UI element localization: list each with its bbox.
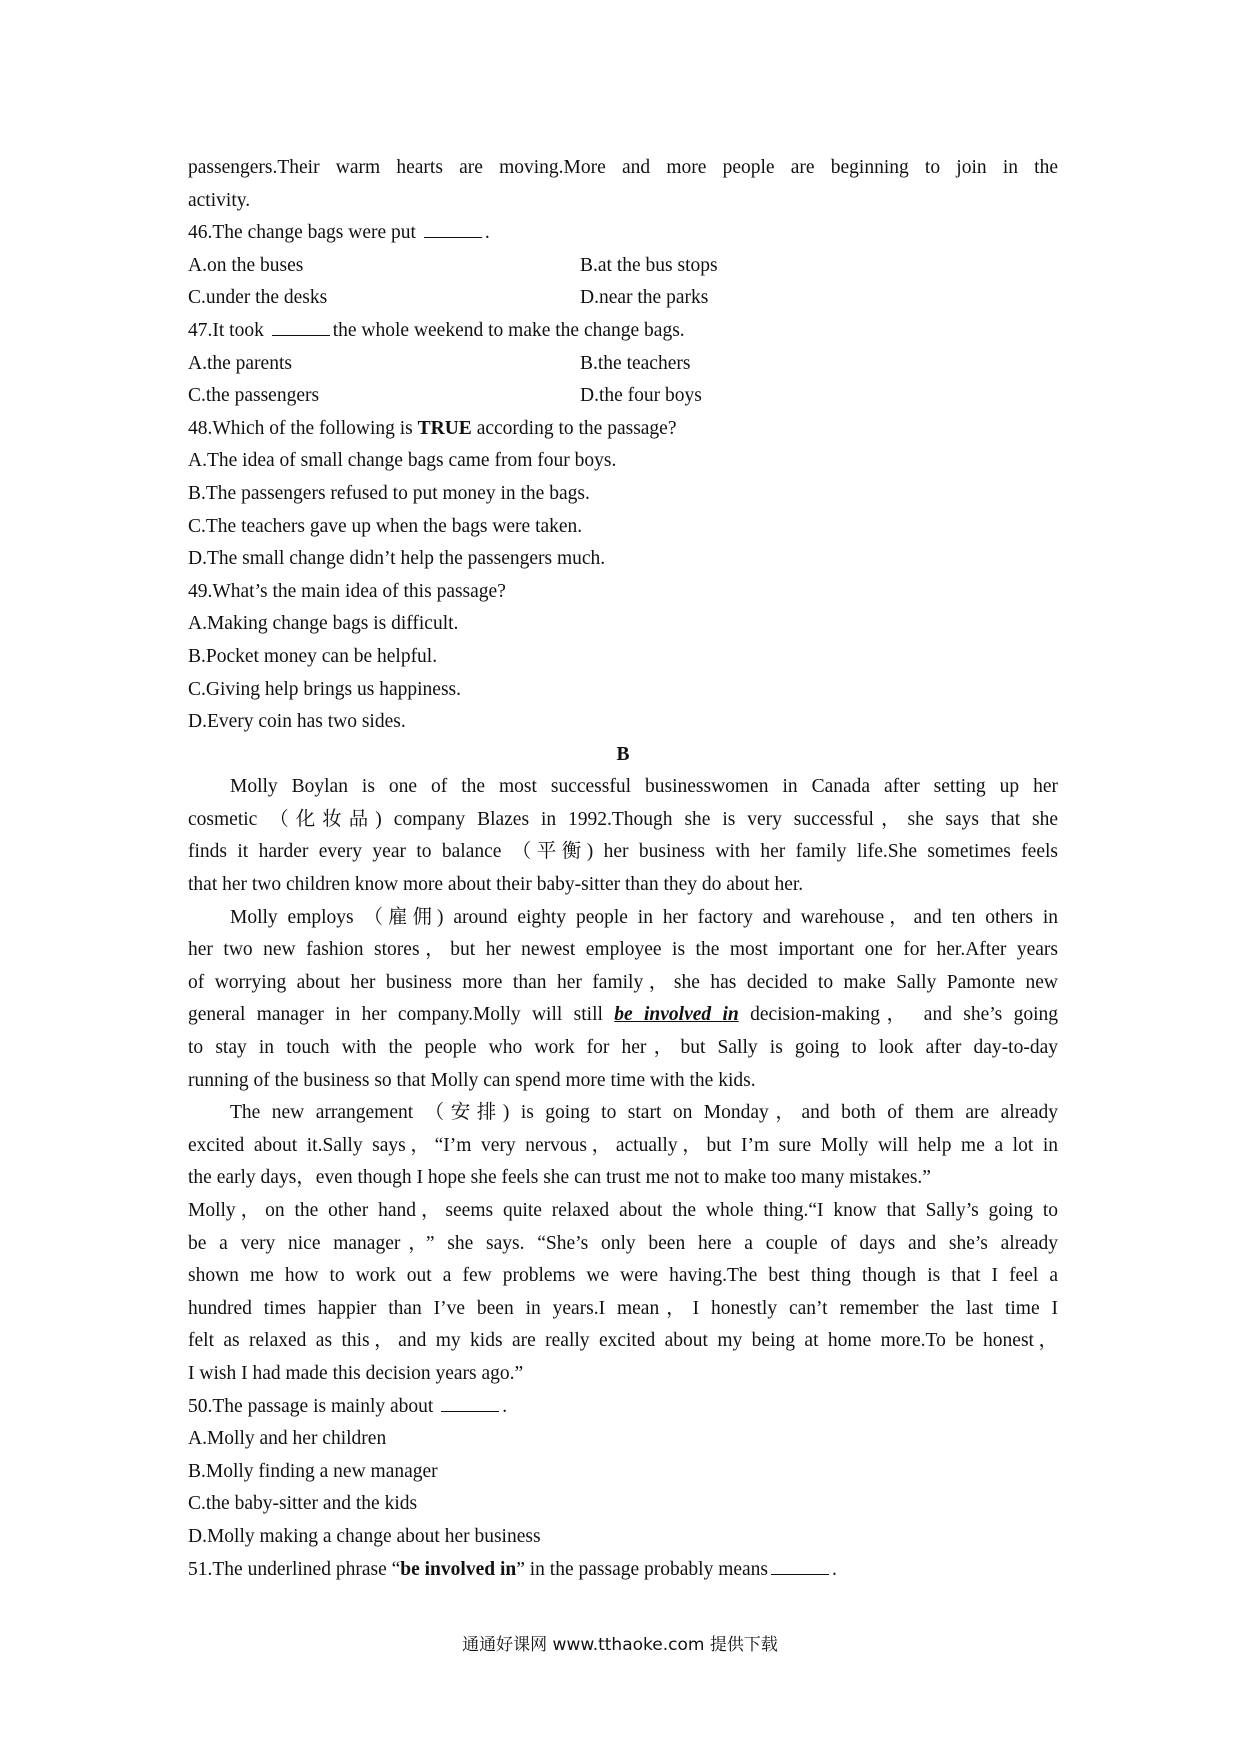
question-48-stem: 48.Which of the following is TRUE according to the passage? [188,417,677,439]
passage-line: be a very nice manager，” she says. “She’s only been here a couple of days and she’s already [188,1232,1058,1254]
underlined-phrase: be involved in [614,1004,739,1026]
exam-page [188,152,1058,1586]
passage-line: of worrying about her business more than her family，she has decided to make Sally Pamonte new [188,971,1058,993]
option-c: C.the baby-sitter and the kids [188,1493,418,1515]
option-c: C.under the desks [188,287,328,309]
option-d: D.Every coin has two sides. [188,711,406,733]
answer-blank [424,217,482,238]
question-51-stem: 51.The underlined phrase “be involved in” in the passage probably means . [188,1554,1058,1587]
section-heading: B [616,743,630,765]
passage-line: to stay in touch with the people who work for her，but Sally is going to look after day-to-day [188,1037,1058,1059]
passage-b-paragraph-1 [188,771,1058,901]
passage-line: general manager in her company.Molly will still be involved in decision-making， and she’s going [188,1004,1059,1026]
question-46-options [188,250,1058,283]
question-46-options [188,282,1058,315]
option-a: A.Making change bags is difficult. [188,613,459,635]
question-47-stem: 47.It took the whole weekend to make the change bags. [188,315,1058,348]
passage-line: that her two children know more about their baby-sitter than they do about her. [188,874,804,896]
passage-line: passengers.Their warm hearts are moving.More and more people are beginning to join in the [188,157,1058,178]
answer-blank [771,1554,829,1575]
passage-line: shown me how to work out a few problems we were having.The best thing though is that I feel a [188,1265,1058,1287]
option-d: D.near the parks [580,287,709,309]
passage-line: excited about it.Sally says，“I’m very nervous，actually，but I’m sure Molly will help me a lot in [188,1134,1058,1156]
option-b: B.Molly finding a new manager [188,1460,438,1482]
option-d: D.The small change didn’t help the passengers much. [188,548,606,570]
question-50-stem: 50.The passage is mainly about . [188,1391,1058,1424]
passage-line: felt as relaxed as this，and my kids are really excited about my being at home more.To be honest， [188,1330,1058,1352]
passage-b-paragraph-3 [188,1097,1058,1390]
passage-line: the early days，even though I hope she feels she can trust me not to make too many mistakes.” [188,1167,931,1189]
option-b: B.at the bus stops [580,254,718,276]
option-a: A.on the buses [188,254,304,276]
passage-b-paragraph-2 [188,902,1058,1098]
option-a: A.the parents [188,352,292,374]
option-b: B.the teachers [580,352,691,374]
passage-line: cosmetic （化妆品) company Blazes in 1992.Though she is very successful，she says that she [188,808,1058,830]
passage-line: activity. [188,189,251,211]
question-49-stem: 49.What’s the main idea of this passage? [188,580,506,602]
option-b: B.The passengers refused to put money in the bags. [188,482,590,504]
passage-line: I wish I had made this decision years ago.” [188,1362,524,1384]
passage-line: The new arrangement （安排) is going to start on Monday，and both of them are already [230,1102,1058,1124]
question-47-options [188,348,1058,381]
answer-blank [272,315,330,336]
passage-line: finds it harder every year to balance （平衡) her business with her family life.She sometimes feels [188,841,1058,863]
passage-line: Molly Boylan is one of the most successful businesswomen in Canada after setting up her [230,776,1058,798]
option-c: C.The teachers gave up when the bags were taken. [188,515,583,537]
option-c: C.the passengers [188,385,320,407]
passage-line: hundred times happier than I’ve been in years.I mean，I honestly can’t remember the last time I [188,1297,1058,1319]
answer-blank [441,1391,499,1412]
passage-line: Molly，on the other hand，seems quite relaxed about the whole thing.“I know that Sally’s going to [188,1200,1058,1221]
option-a: A.The idea of small change bags came from four boys. [188,450,617,472]
page-footer: 通通好课网 www.tthaoke.com 提供下载 [462,1635,778,1655]
question-47-options [188,380,1058,413]
question-46-stem: 46.The change bags were put . [188,217,1058,250]
option-d: D.Molly making a change about her business [188,1525,541,1547]
passage-line: her two new fashion stores，but her newest employee is the most important one for her.After years [188,939,1058,961]
passage-line: Molly employs （雇佣) around eighty people in her factory and warehouse，and ten others in [230,906,1058,928]
passage-line: running of the business so that Molly can spend more time with the kids. [188,1069,756,1091]
option-b: B.Pocket money can be helpful. [188,645,438,667]
option-a: A.Molly and her children [188,1428,387,1450]
option-d: D.the four boys [580,385,702,407]
option-c: C.Giving help brings us happiness. [188,678,461,700]
